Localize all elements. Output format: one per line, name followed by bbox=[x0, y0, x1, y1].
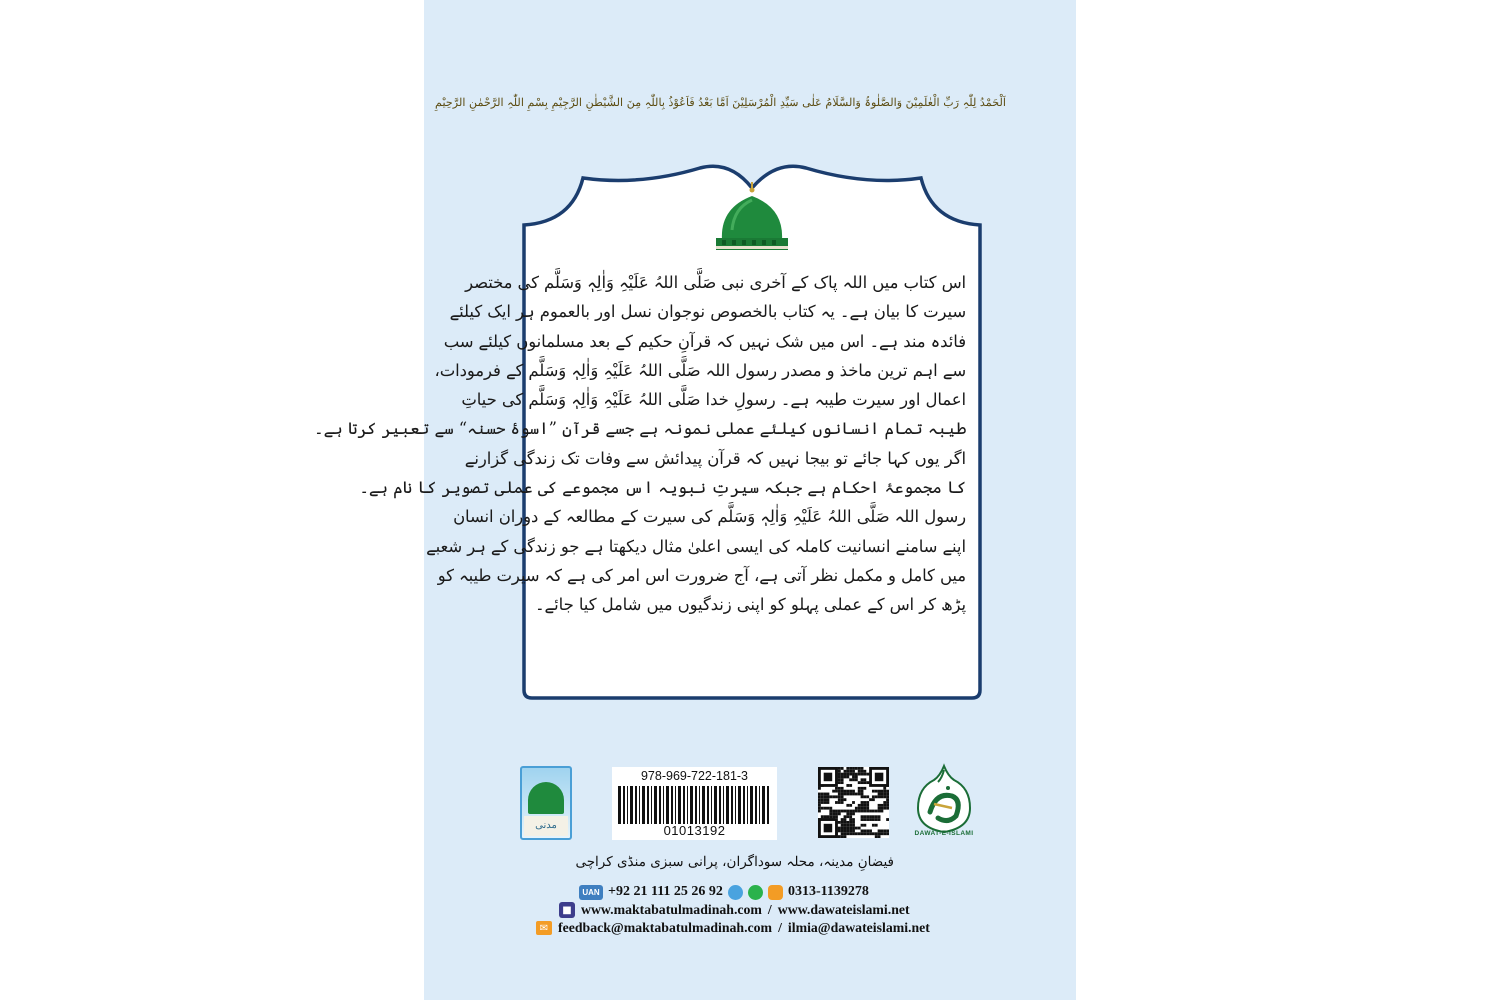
isbn-number: 978-969-722-181-3 bbox=[640, 769, 749, 783]
separator: / bbox=[778, 920, 782, 935]
book-description bbox=[314, 268, 966, 620]
description-line: اپنے سامنے انسانیت کاملہ کی ایسی اعلیٰ مثال دیکھتا ہے جو زندگی کے ہر شعبے bbox=[426, 536, 966, 556]
publisher-address: فیضانِ مدینہ، محلہ سوداگران، پرانی سبزی منڈی کراچی bbox=[575, 854, 894, 870]
description-line: سے اہم ترین ماخذ و مصدر رسول اللہ صَلَّی اللہُ عَلَیْہِ وَاٰلِہٖ وَسَلَّم کے فرمودات، bbox=[434, 360, 966, 380]
description-line: اعمال اور سیرت طیبہ ہے۔ رسولِ خدا صَلَّی اللہُ عَلَیْہِ وَاٰلِہٖ وَسَلَّم کی حیاتِ bbox=[461, 390, 966, 410]
dawat-logo-caption: DAWAT-E-ISLAMI bbox=[914, 830, 974, 837]
qr-code-icon bbox=[818, 767, 889, 838]
maktaba-madani-logo bbox=[520, 766, 572, 840]
emails-row bbox=[536, 920, 930, 936]
description-line: اگر یوں کہا جائے تو بیجا نہیں کہ قرآن پیدائش سے وفات تک زندگی گزارنے bbox=[464, 448, 966, 468]
green-dome-icon bbox=[702, 180, 802, 260]
mobile-number[interactable]: 0313-1139278 bbox=[787, 884, 869, 899]
contact-numbers bbox=[579, 882, 869, 902]
barcode-number: 01013192 bbox=[663, 823, 726, 838]
description-line: میں کامل و مکمل نظر آتی ہے، آج ضرورت اس امر کی ہے کہ سیرت طیبہ کو bbox=[437, 565, 966, 585]
isbn-barcode bbox=[612, 767, 777, 840]
description-line: سیرت کا بیان ہے۔ یہ کتاب بالخصوص نوجوان نسل اور بالعموم ہر ایک کیلئے bbox=[449, 302, 966, 322]
description-line: پڑھ کر اس کے عملی پہلو کو اپنی زندگیوں میں شامل کیا جائے۔ bbox=[535, 595, 966, 615]
whatsapp-icon bbox=[748, 885, 763, 900]
description-line: اس کتاب میں اللہ پاک کے آخری نبی صَلَّی اللہُ عَلَیْہِ وَاٰلِہٖ وَسَلَّم کی مختصر bbox=[465, 273, 966, 292]
uan-badge: UAN bbox=[579, 885, 603, 900]
email-ilmia[interactable]: ilmia@dawateislami.net bbox=[787, 920, 930, 935]
website-link-maktaba[interactable]: www.maktabatulmadinah.com bbox=[581, 902, 762, 917]
description-line: طیبہ تمام انسانوں کیلئے عملی نمونہ ہے جسے قرآن ”اسوۂ حسنہ“ سے تعبیر کرتا ہے۔ bbox=[314, 419, 966, 439]
description-line: فائدہ مند ہے۔ اس میں شک نہیں کہ قرآنِ حکیم کے بعد مسلمانوں کیلئے سب bbox=[443, 331, 966, 351]
uan-number[interactable]: +92 21 111 25 26 92 bbox=[608, 884, 723, 899]
email-feedback[interactable]: feedback@maktabatulmadinah.com bbox=[558, 920, 773, 935]
websites-row bbox=[559, 902, 910, 918]
madani-logo-label: مدنی bbox=[524, 816, 568, 836]
mail-icon: ✉ bbox=[536, 921, 552, 935]
cart-icon: ■ bbox=[559, 902, 575, 918]
website-link-dawat[interactable]: www.dawateislami.net bbox=[777, 902, 910, 917]
invocation-header: اَلْحَمْدُ لِلّٰہِ رَبِّ الْعٰلَمِیْنَ وَالصَّلٰوۃُ وَالسَّلَامُ عَلٰی سَیِّدِ الْمُرْسَلِیْنَ اَمَّا بَعْدُ فَاَعُوْذُ بِاللّٰہِ مِنَ الشَّیْطٰنِ الرَّجِیْمِ بِسْمِ اللّٰہِ الرَّحْمٰنِ الرَّحِیْمِ bbox=[435, 96, 1006, 109]
message-icon bbox=[768, 885, 783, 900]
dome-icon bbox=[528, 782, 564, 814]
phone-icon bbox=[728, 885, 743, 900]
description-line: رسول اللہ صَلَّی اللہُ عَلَیْہِ وَاٰلِہٖ وَسَلَّم کی سیرت کے مطالعہ کے دوران انسان bbox=[453, 507, 966, 527]
barcode-bars bbox=[618, 786, 770, 824]
separator: / bbox=[767, 902, 772, 917]
description-line: کا مجموعۂ احکام ہے جبکہ سیرتِ نبویہ اس مجموعے کی عملی تصویر کا نام ہے۔ bbox=[359, 478, 966, 498]
